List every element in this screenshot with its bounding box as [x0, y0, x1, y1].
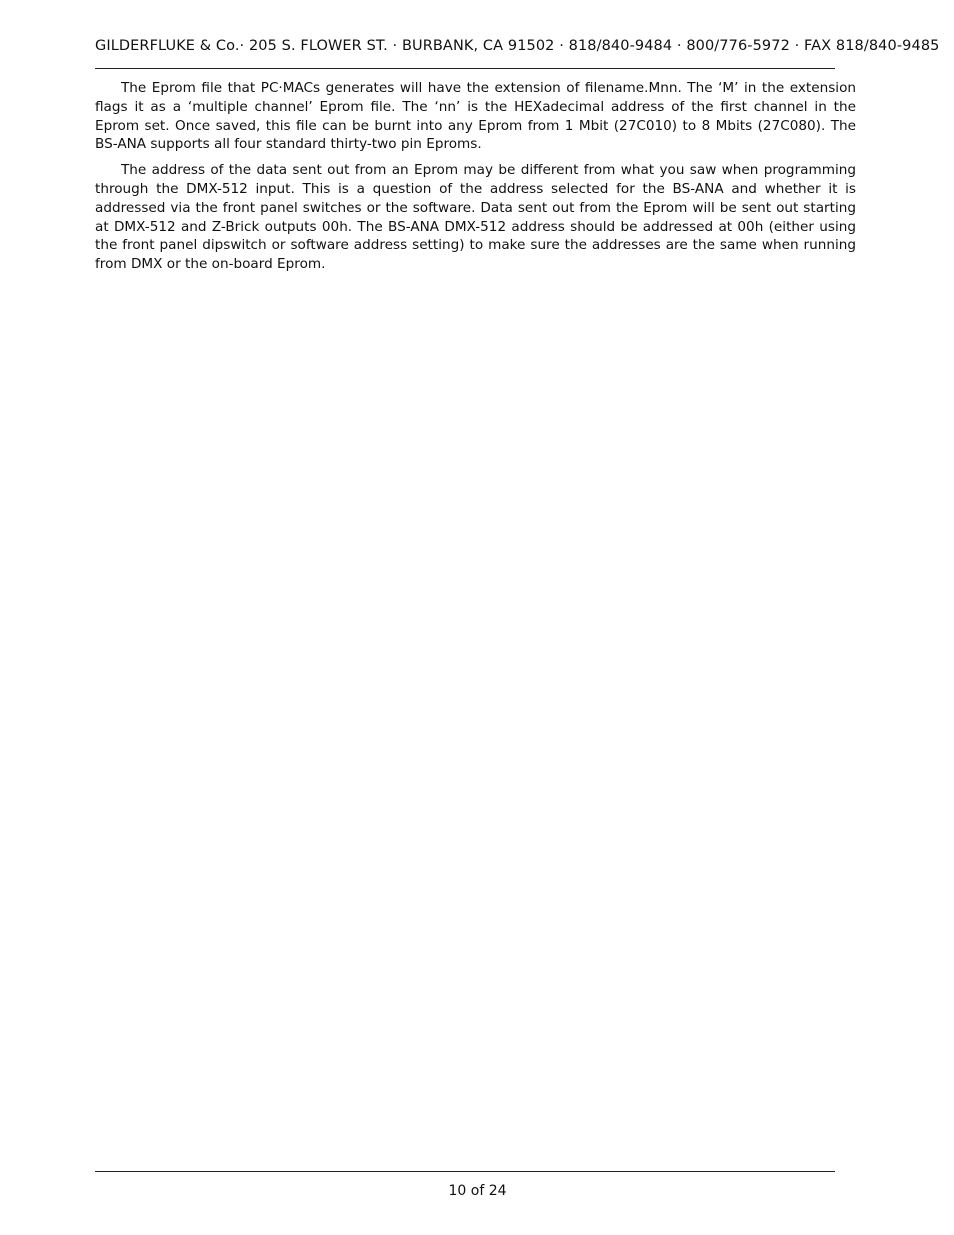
paragraph-eprom-address: The address of the data sent out from an Eprom may be different from what you saw when programming through the DMX-512 input. This is a question of the address selected for the BS-ANA and whether it is addressed via the front panel switches or the software. Data sent out from the Eprom will be sent out starting at DMX-512 and Z-Brick outputs 00h. The BS-ANA DMX-512 address should be addressed at 00h (either using the front panel dipswitch or software address setting) to make sure the addresses are the same when running from DMX or the on-board Eprom.: [95, 162, 856, 273]
body-text: [95, 79, 856, 281]
header-divider: [95, 68, 835, 69]
footer-divider: [95, 1171, 835, 1172]
paragraph-eprom-file: The Eprom file that PC·MACs generates will have the extension of filename.Mnn. The ‘M’ in the extension flags it as a ‘multiple channel’ Eprom file. The ‘nn’ is the HEXadecimal address of the first channel in the Eprom set. Once saved, this file can be burnt into any Eprom from 1 Mbit (27C010) to 8 Mbits (27C080). The BS-ANA supports all four standard thirty-two pin Eproms.: [95, 80, 856, 153]
page-header: GILDERFLUKE & Co.· 205 S. FLOWER ST. · BURBANK, CA 91502 · 818/840-9484 · 800/776-5972 · FAX 818/840-9485: [95, 38, 940, 54]
page-number: 10 of 24: [448, 1183, 507, 1199]
